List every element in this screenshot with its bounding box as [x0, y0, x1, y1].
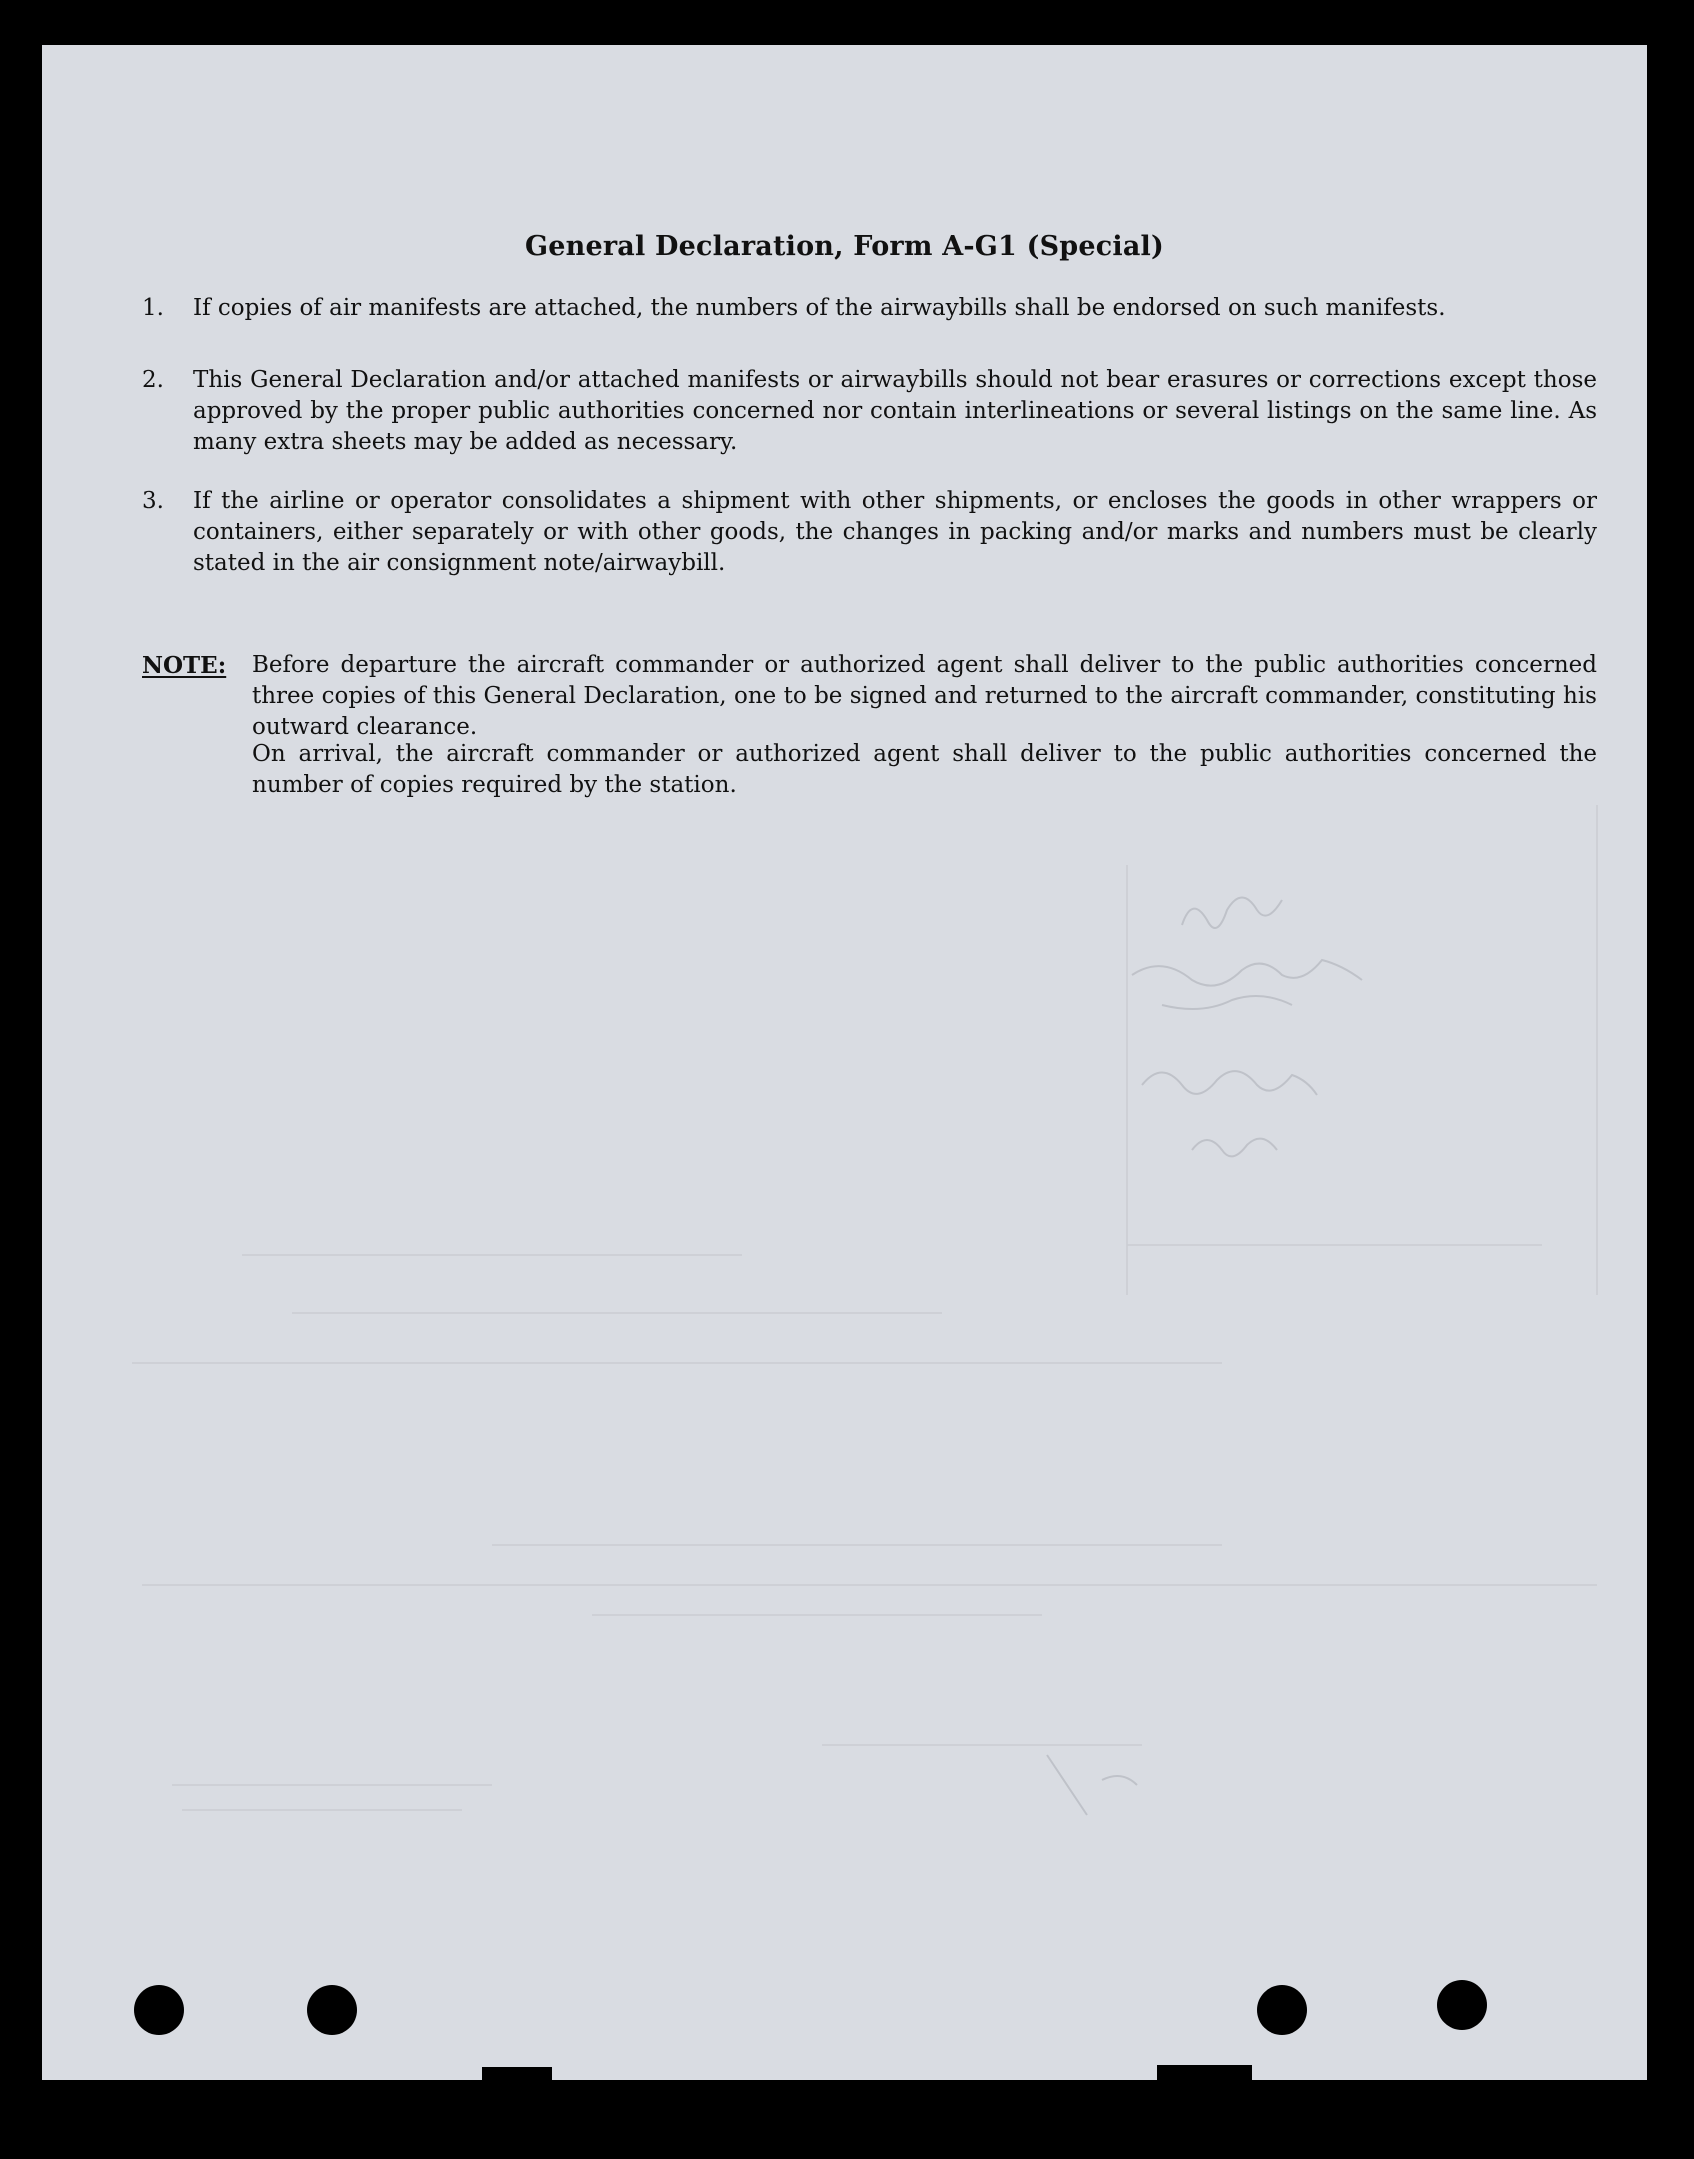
item-number: 1.: [142, 295, 164, 321]
instruction-item-2: [142, 365, 1597, 458]
item-text: If the airline or operator consolidates a shipment with other shipments, or encloses the goods in other wrappers or containers, either separately or with other goods, the changes in packing and/or marks and numbers must be clearly stated in the air consignment note/airwaybill.: [193, 488, 1597, 576]
instruction-item-1: [142, 293, 1597, 324]
page-title: General Declaration, Form A-G1 (Special): [525, 231, 1164, 262]
document-page: [42, 45, 1647, 2080]
instruction-item-3: [142, 486, 1597, 579]
tape-fragment: [1157, 2065, 1252, 2080]
item-text: This General Declaration and/or attached manifests or airwaybills should not bear erasures or corrections except those approved by the proper public authorities concerned nor contain interlineations or several listings on the same line. As many extra sheets may be added as necessary.: [193, 367, 1597, 455]
item-number: 2.: [142, 367, 164, 393]
note-paragraph: On arrival, the aircraft commander or authorized agent shall deliver to the public authorities concerned the number of copies required by the station.: [252, 741, 1597, 798]
punch-hole: [134, 1985, 184, 2035]
note-paragraph: Before departure the aircraft commander or authorized agent shall deliver to the public authorities concerned three copies of this General Declaration, one to be signed and returned to the aircraft commander, constituting his outward clearance.: [252, 652, 1597, 740]
punch-hole: [1257, 1985, 1307, 2035]
punch-hole: [307, 1985, 357, 2035]
tape-fragment: [482, 2067, 552, 2080]
bleed-through-marks: [42, 45, 1647, 2080]
note-label: NOTE:: [142, 652, 227, 679]
item-text: If copies of air manifests are attached, the numbers of the airwaybills shall be endorsed on such manifests.: [193, 295, 1446, 321]
item-number: 3.: [142, 488, 164, 514]
punch-hole: [1437, 1980, 1487, 2030]
